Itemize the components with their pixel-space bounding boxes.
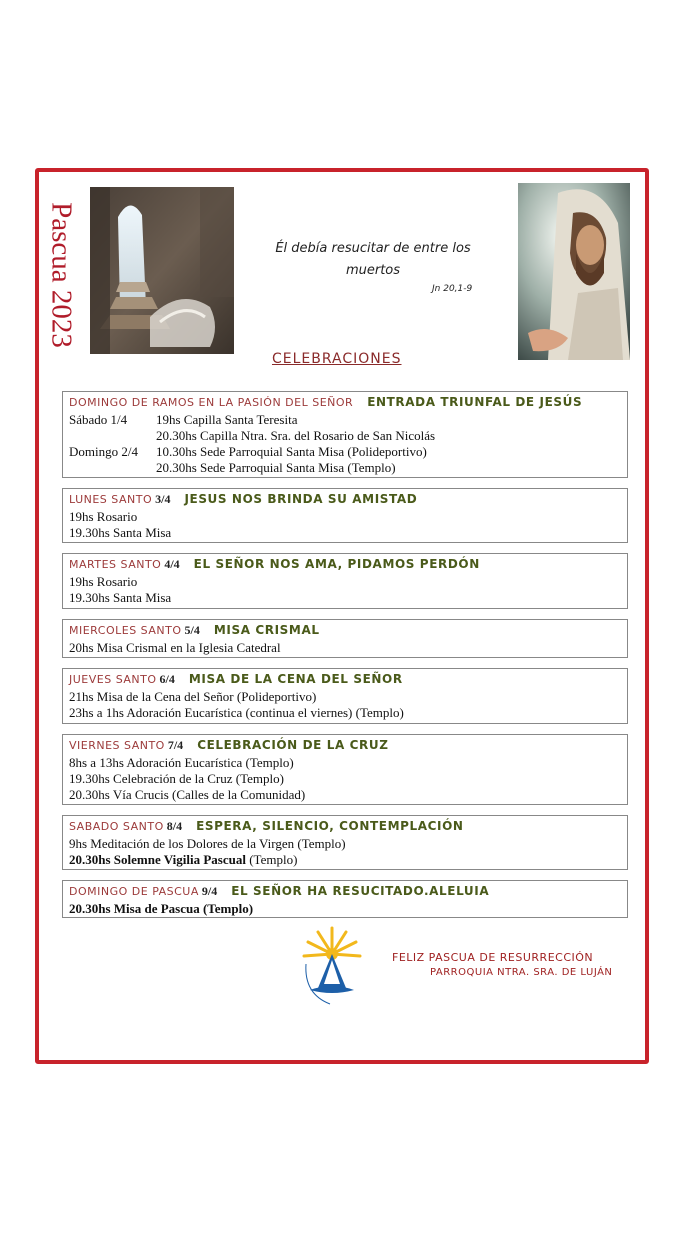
day-box-domingo-ramos <box>62 391 628 478</box>
quote-line-1: Él debía resucitar de entre los <box>275 241 471 256</box>
schedule-row: Domingo 2/4 10.30hs Sede Parroquial Santa Misa (Polideportivo) <box>69 444 427 459</box>
day-date: 8/4 <box>166 819 183 833</box>
quote-reference: Jn 20,1-9 <box>432 284 473 294</box>
schedule-line: 21hs Misa de la Cena del Señor (Polideportivo) <box>69 689 317 704</box>
footer-parish: PARROQUIA NTRA. SRA. DE LUJÁN <box>430 967 613 978</box>
day-box-jueves-santo <box>62 668 628 724</box>
day-date: 6/4 <box>159 672 175 686</box>
day-theme: EL SEÑOR HA RESUCITADO.ALELUIA <box>231 884 490 898</box>
section-title: CELEBRACIONES <box>272 351 402 367</box>
day-theme: EL SEÑOR NOS AMA, PIDAMOS PERDÓN <box>193 557 480 571</box>
parish-logo <box>300 924 364 1008</box>
schedule-line: 9hs Meditación de los Dolores de la Virgen (Templo) <box>69 836 346 851</box>
day-box-martes-santo <box>62 553 628 609</box>
footer-greeting: FELIZ PASCUA DE RESURRECCIÓN <box>392 951 594 964</box>
day-name: LUNES SANTO <box>69 493 153 506</box>
schedule-line-highlight: 20.30hs Misa de Pascua (Templo) <box>69 901 254 916</box>
schedule-line: 19.30hs Santa Misa <box>69 525 172 540</box>
day-box-sabado-santo <box>62 815 628 870</box>
schedule-line: 23hs a 1hs Adoración Eucarística (continua el viernes) (Templo) <box>69 705 404 720</box>
day-box-lunes-santo <box>62 488 628 543</box>
day-theme: CELEBRACIÓN DE LA CRUZ <box>197 738 389 752</box>
day-theme: MISA DE LA CENA DEL SEÑOR <box>188 672 403 686</box>
day-box-domingo-pascua <box>62 880 628 918</box>
schedule-row: 20.30hs Sede Parroquial Santa Misa (Templo) <box>156 460 396 475</box>
day-date: 7/4 <box>167 738 184 752</box>
day-box-miercoles-santo <box>62 619 628 658</box>
day-date: 9/4 <box>201 884 218 898</box>
schedule-line: 20hs Misa Crismal en la Iglesia Catedral <box>69 640 281 655</box>
schedule-line: 19.30hs Santa Misa <box>69 590 172 605</box>
schedule-row: 20.30hs Capilla Ntra. Sra. del Rosario de San Nicolás <box>156 428 436 443</box>
quote-line-2: muertos <box>345 263 401 278</box>
day-name: DOMINGO DE PASCUA <box>69 885 199 898</box>
schedule-line-highlight: 20.30hs Solemne Vigilia Pascual (Templo) <box>69 852 298 867</box>
day-theme: ESPERA, SILENCIO, CONTEMPLACIÓN <box>196 819 464 833</box>
schedule-line: 19.30hs Celebración de la Cruz (Templo) <box>69 771 284 786</box>
empty-tomb-image <box>90 187 234 354</box>
jesus-praying-image <box>518 183 630 360</box>
day-name: DOMINGO DE RAMOS EN LA PASIÓN DEL SEÑOR <box>69 396 354 409</box>
side-title: Pascua 2023 <box>45 202 78 348</box>
day-date: 3/4 <box>155 492 171 506</box>
schedule-row: Sábado 1/4 19hs Capilla Santa Teresita <box>69 412 298 427</box>
day-name: SABADO SANTO <box>69 820 164 833</box>
day-name: MARTES SANTO <box>69 558 162 571</box>
schedule-line: 20.30hs Vía Crucis (Calles de la Comunidad) <box>69 787 306 802</box>
schedule-line: 19hs Rosario <box>69 574 138 589</box>
day-name: JUEVES SANTO <box>69 673 157 686</box>
day-theme: MISA CRISMAL <box>213 623 320 637</box>
day-name: MIERCOLES SANTO <box>69 624 182 637</box>
schedule-line: 19hs Rosario <box>69 509 138 524</box>
day-box-viernes-santo <box>62 734 628 805</box>
day-name: VIERNES SANTO <box>69 739 165 752</box>
day-date: 4/4 <box>164 557 180 571</box>
quote-text <box>268 238 478 282</box>
day-theme: ENTRADA TRIUNFAL DE JESÚS <box>367 395 583 409</box>
day-date: 5/4 <box>184 623 200 637</box>
schedule-line: 8hs a 13hs Adoración Eucarística (Templo) <box>69 755 294 770</box>
day-theme: JESUS NOS BRINDA SU AMISTAD <box>184 492 418 506</box>
